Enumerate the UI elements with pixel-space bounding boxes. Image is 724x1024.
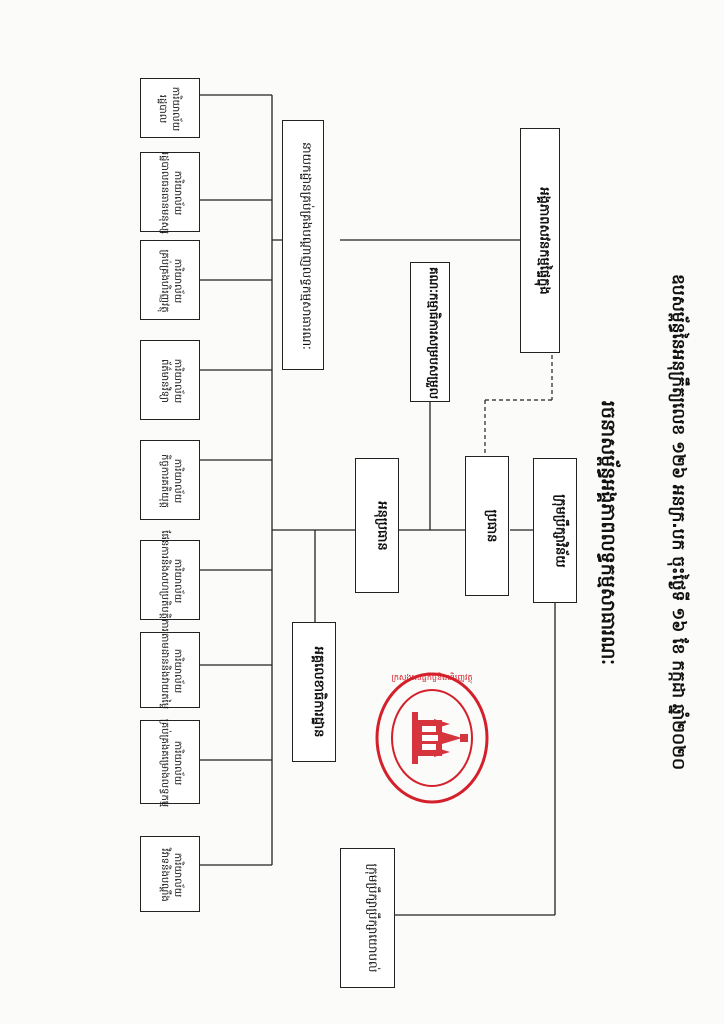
office-box-7	[140, 632, 200, 708]
advisor-box	[340, 848, 395, 988]
president-box	[465, 456, 509, 596]
deputy-label: អនុប្រធាន	[374, 501, 390, 551]
department-label: នាយកដ្ឋានគ្រប់គ្រងបណ្តាញលទ្ធកម្មសាធារណៈ	[300, 142, 314, 350]
office-box-3	[140, 240, 200, 320]
header-line2: រចនាសម្ព័ន្ធអង្គភាពលទ្ធកម្មសាធារណៈ	[597, 400, 619, 666]
office-label-9: ការិយាល័យ វិវាទនិងបណ្តឹង	[159, 848, 183, 902]
office-label-5: ការិយាល័យ កិច្ចការគតិយុត្ត	[159, 454, 183, 508]
president-label: ប្រធាន	[484, 509, 499, 543]
office-box-1	[140, 78, 200, 138]
office-box-6	[140, 530, 200, 632]
committee-label: គណៈកម្មាធិការសម្របសម្រួល	[427, 266, 441, 400]
office-label-8: ការិយាល័យ គ្រប់គ្រងគម្រោងលទ្ធកម្ម	[159, 718, 183, 808]
office-label-6: ការិយាល័យ ផែនការនិងសហប្រតិបត្តិការ	[159, 530, 183, 632]
deputy-box	[355, 458, 399, 593]
seal-text: ក្រសួងសេដ្ឋកិច្ចនិងហិរញ្ញវត្ថុ	[391, 673, 473, 682]
committee-box	[410, 262, 450, 402]
office-box-9	[140, 836, 200, 912]
secretariat-box	[292, 622, 336, 762]
office-label-4: ការិយាល័យ ព័ត៌មានវិទ្យា	[159, 358, 183, 404]
advisor-label: ក្រុមប្រឹក្សាប្រឹក្សាយោបល់	[366, 863, 380, 973]
office-label-2: ការិយាល័យ រដ្ឋបាលធនធានមនុស្ស	[159, 151, 183, 235]
office-box-5	[140, 440, 200, 520]
office-label-7: ការិយាល័យ តាមដាននិងវាយតម្លៃ	[159, 632, 183, 710]
secretariat-label: អគ្គលេខាធិការដ្ឋាន	[311, 646, 326, 738]
office-box-8	[140, 718, 200, 808]
office-label-1: ការិយាល័យ រដ្ឋបាល	[157, 86, 181, 132]
office-label-3: ការិយាល័យ គ្រប់គ្រងហិរញ្ញវត្ថុ	[159, 249, 183, 313]
office-box-2	[140, 151, 200, 235]
header-line1: ឧបសម្ព័ន្ធនៃអនុក្រឹត្យលេខ ១២៦ អនក្រ.បក ចុះថ្ងៃទី ១៦ ខែ កក្កដា ឆ្នាំ២០២០	[668, 274, 688, 770]
department-box	[282, 120, 324, 370]
left-unit-label: អង្គភាពសវនកម្មផ្ទៃក្នុង	[536, 187, 552, 295]
right-unit-box	[533, 458, 577, 603]
right-unit-label: ក្រុមប្រឹក្សាវិន័យ	[552, 494, 568, 568]
left-unit-box	[520, 128, 560, 353]
office-box-4	[140, 340, 200, 420]
official-seal-stamp	[372, 668, 492, 808]
